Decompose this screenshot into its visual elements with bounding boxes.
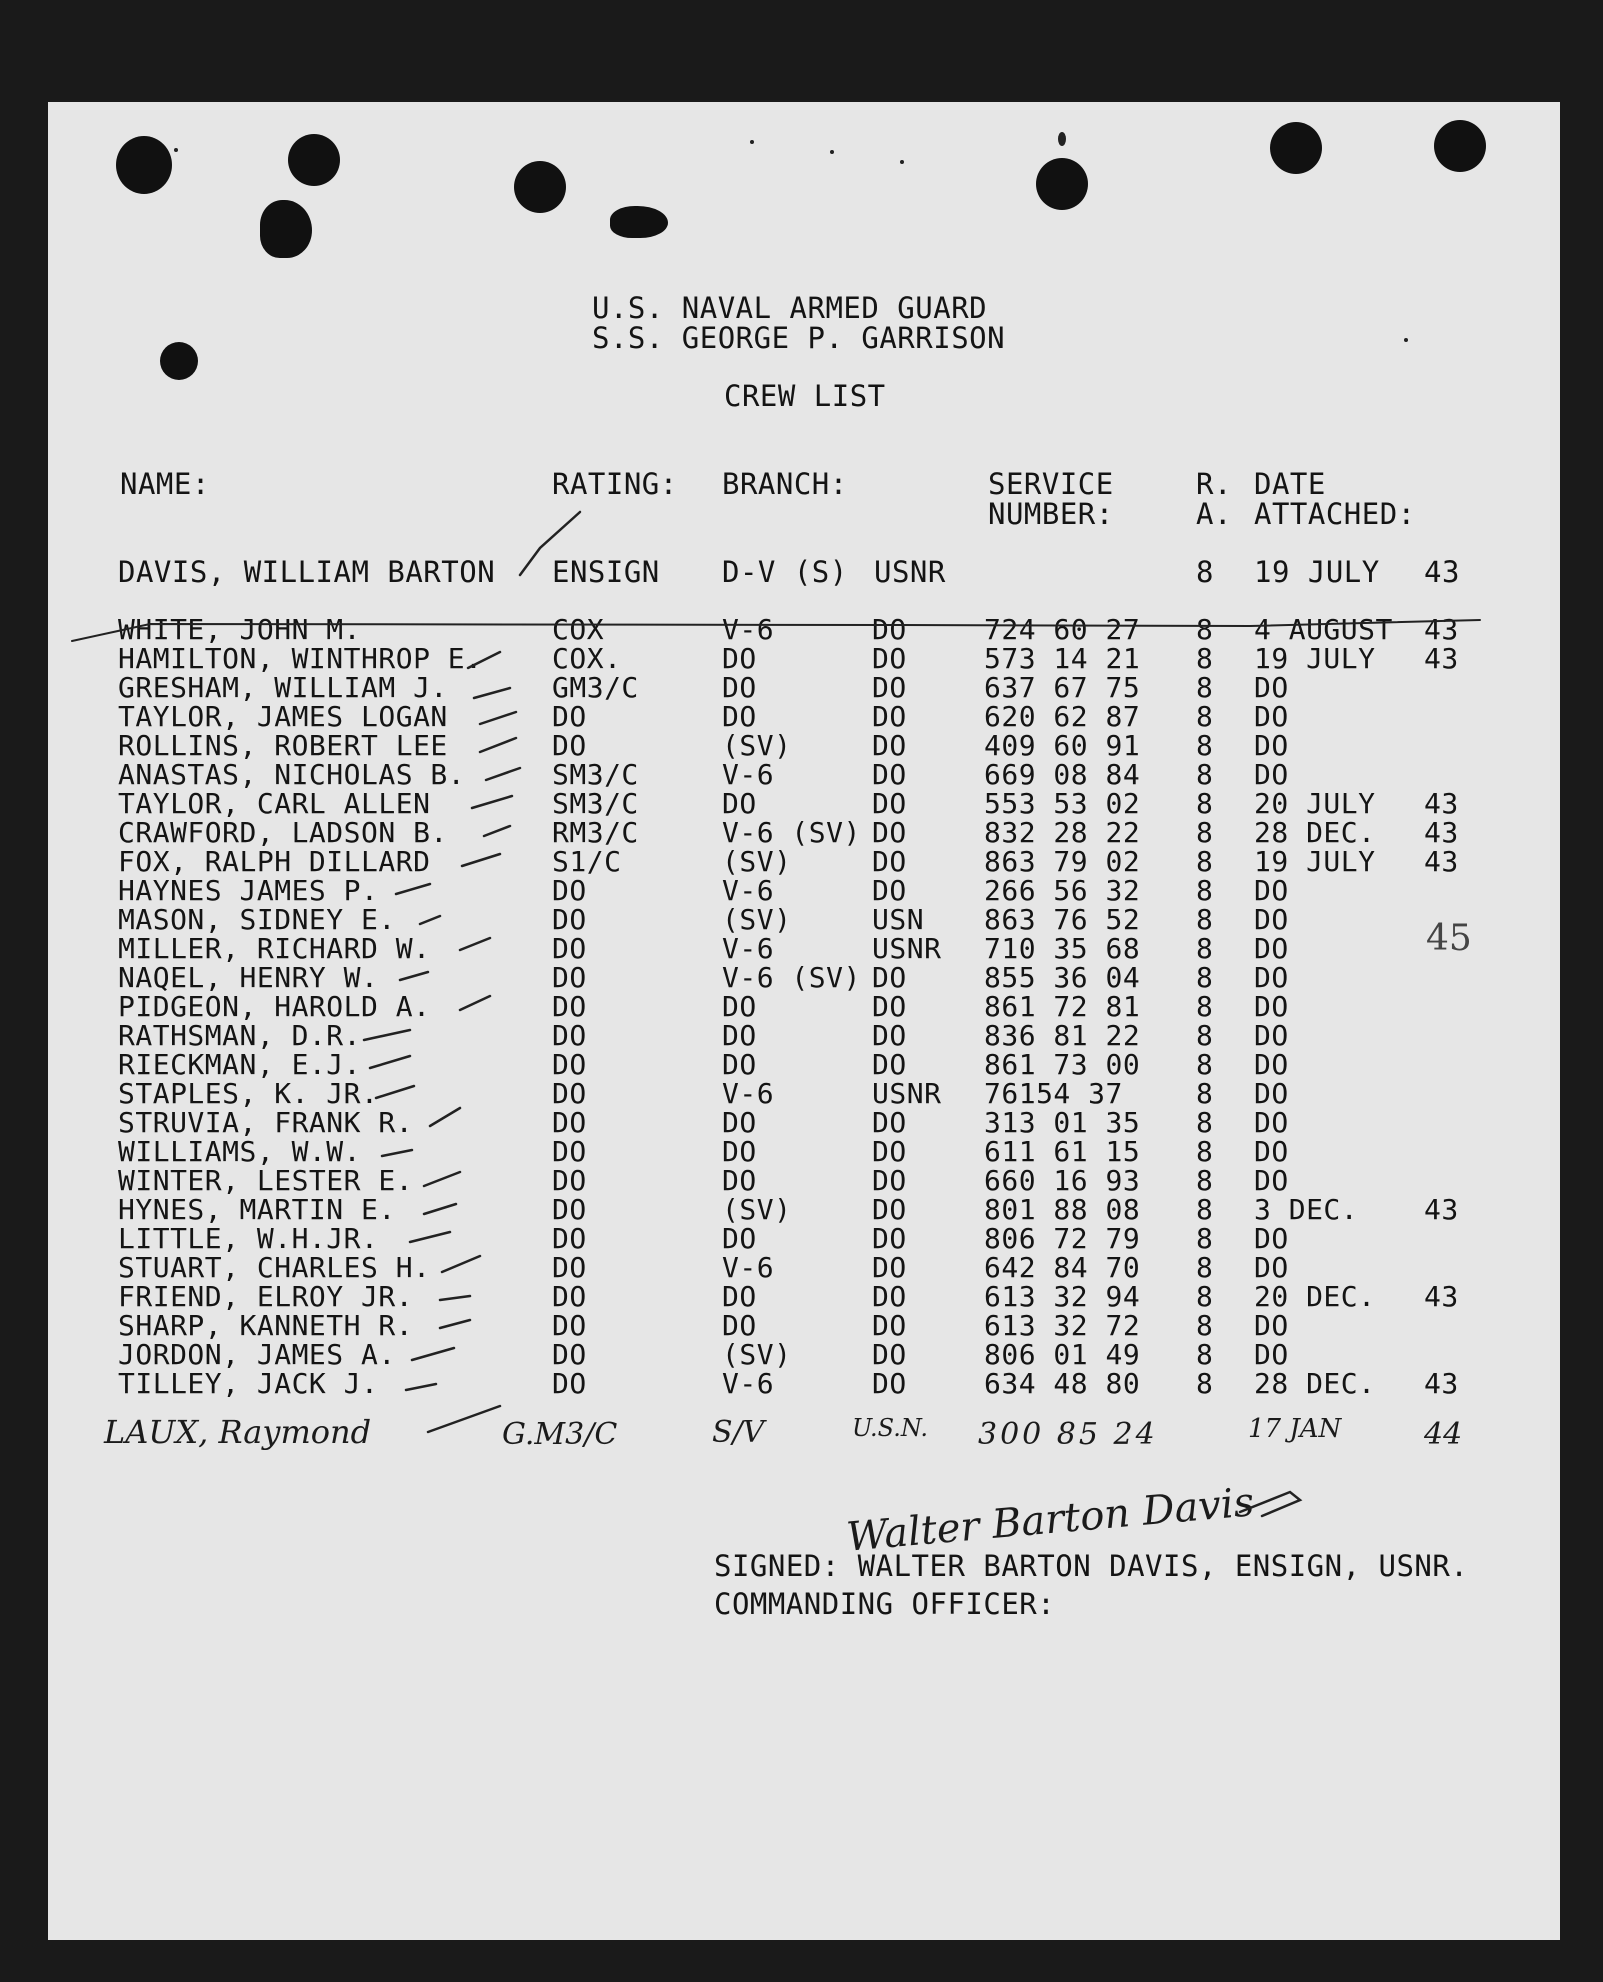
crew-rating: DO <box>552 1164 587 1197</box>
crew-rating: RM3/C <box>552 816 639 849</box>
crew-date-attached: 4 AUGUST <box>1254 613 1393 646</box>
crew-ra: 8 <box>1196 642 1214 675</box>
page-title: CREW LIST <box>724 379 886 413</box>
crew-branch: DO <box>722 1164 757 1197</box>
crew-year: 43 <box>1424 816 1459 849</box>
handwritten-date: 17 JAN <box>1248 1414 1342 1444</box>
col-service-2: NUMBER: <box>988 497 1114 531</box>
officer-branch: D-V (S) <box>722 555 848 589</box>
crew-date-attached: DO <box>1254 1222 1289 1255</box>
col-date-2: ATTACHED: <box>1254 497 1416 531</box>
crew-branch: V-6 <box>722 613 775 646</box>
crew-service-number: 710 35 68 <box>984 932 1141 965</box>
officer-branch2: USNR <box>874 555 946 589</box>
crew-ra: 8 <box>1196 1135 1214 1168</box>
crew-rating: DO <box>552 903 587 936</box>
crew-date-attached: DO <box>1254 729 1289 762</box>
crew-branch: DO <box>722 990 757 1023</box>
crew-service-number: 806 01 49 <box>984 1338 1141 1371</box>
crew-branch: V-6 <box>722 758 775 791</box>
crew-name: JORDON, JAMES A. <box>118 1338 396 1371</box>
crew-date-attached: DO <box>1254 1106 1289 1139</box>
crew-ra: 8 <box>1196 613 1214 646</box>
crew-ra: 8 <box>1196 961 1214 994</box>
crew-branch: DO <box>722 1019 757 1052</box>
crew-date-attached: DO <box>1254 990 1289 1023</box>
crew-branch: V-6 (SV) <box>722 816 861 849</box>
crew-ra: 8 <box>1196 671 1214 704</box>
crew-service-number: 266 56 32 <box>984 874 1141 907</box>
signed-line: SIGNED: WALTER BARTON DAVIS, ENSIGN, USNR. <box>714 1549 1469 1583</box>
crew-ra: 8 <box>1196 1367 1214 1400</box>
crew-date-attached: 20 JULY <box>1254 787 1376 820</box>
crew-branch2: DO <box>872 1338 907 1371</box>
crew-service-number: 573 14 21 <box>984 642 1141 675</box>
crew-service-number: 76154 37 <box>984 1077 1123 1110</box>
commanding-officer-line: COMMANDING OFFICER: <box>714 1587 1056 1621</box>
crew-rating: COX. <box>552 642 622 675</box>
crew-name: MASON, SIDNEY E. <box>118 903 396 936</box>
handwritten-service: 300 85 24 <box>978 1417 1158 1452</box>
crew-ra: 8 <box>1196 903 1214 936</box>
crew-name: WINTER, LESTER E. <box>118 1164 414 1197</box>
crew-branch2: DO <box>872 1367 907 1400</box>
crew-branch2: DO <box>872 874 907 907</box>
crew-date-attached: DO <box>1254 1309 1289 1342</box>
crew-branch2: DO <box>872 1309 907 1342</box>
crew-name: STUART, CHARLES H. <box>118 1251 431 1284</box>
crew-service-number: 863 76 52 <box>984 903 1141 936</box>
crew-branch: DO <box>722 1048 757 1081</box>
crew-ra: 8 <box>1196 1164 1214 1197</box>
crew-name: TILLEY, JACK J. <box>118 1367 379 1400</box>
crew-branch2: DO <box>872 1135 907 1168</box>
crew-name: ROLLINS, ROBERT LEE <box>118 729 448 762</box>
crew-ra: 8 <box>1196 932 1214 965</box>
crew-branch: V-6 <box>722 1251 775 1284</box>
crew-year: 43 <box>1424 613 1459 646</box>
crew-name: MILLER, RICHARD W. <box>118 932 431 965</box>
crew-name: GRESHAM, WILLIAM J. <box>118 671 448 704</box>
crew-rating: DO <box>552 1367 587 1400</box>
crew-rating: S1/C <box>552 845 622 878</box>
crew-service-number: 642 84 70 <box>984 1251 1141 1284</box>
crew-year: 43 <box>1424 845 1459 878</box>
crew-branch: DO <box>722 1106 757 1139</box>
crew-branch2: DO <box>872 758 907 791</box>
crew-name: SHARP, KANNETH R. <box>118 1309 414 1342</box>
crew-service-number: 863 79 02 <box>984 845 1141 878</box>
crew-date-attached: DO <box>1254 1077 1289 1110</box>
crew-service-number: 801 88 08 <box>984 1193 1141 1226</box>
crew-name: TAYLOR, JAMES LOGAN <box>118 700 448 733</box>
crew-date-attached: 3 DEC. <box>1254 1193 1359 1226</box>
crew-date-attached: DO <box>1254 874 1289 907</box>
crew-service-number: 855 36 04 <box>984 961 1141 994</box>
col-service-1: SERVICE <box>988 467 1114 501</box>
crew-date-attached: DO <box>1254 1164 1289 1197</box>
crew-branch2: DO <box>872 671 907 704</box>
crew-ra: 8 <box>1196 787 1214 820</box>
crew-service-number: 620 62 87 <box>984 700 1141 733</box>
crew-name: WILLIAMS, W.W. <box>118 1135 362 1168</box>
crew-rating: DO <box>552 729 587 762</box>
crew-branch: (SV) <box>722 729 792 762</box>
crew-ra: 8 <box>1196 816 1214 849</box>
crew-name: PIDGEON, HAROLD A. <box>118 990 431 1023</box>
crew-ra: 8 <box>1196 700 1214 733</box>
crew-name: HYNES, MARTIN E. <box>118 1193 396 1226</box>
crew-service-number: 613 32 94 <box>984 1280 1141 1313</box>
crew-service-number: 669 08 84 <box>984 758 1141 791</box>
crew-date-attached: DO <box>1254 1338 1289 1371</box>
crew-branch: (SV) <box>722 1193 792 1226</box>
signature-script: Walter Barton Davis <box>844 1479 1256 1561</box>
crew-rating: DO <box>552 1135 587 1168</box>
margin-note: 45 <box>1426 918 1472 959</box>
crew-ra: 8 <box>1196 1193 1214 1226</box>
crew-ra: 8 <box>1196 1251 1214 1284</box>
crew-service-number: 861 73 00 <box>984 1048 1141 1081</box>
crew-ra: 8 <box>1196 1280 1214 1313</box>
crew-rating: DO <box>552 1251 587 1284</box>
crew-branch: (SV) <box>722 903 792 936</box>
handwritten-year: 44 <box>1424 1417 1463 1452</box>
officer-ra: 8 <box>1196 555 1214 589</box>
crew-branch2: DO <box>872 816 907 849</box>
crew-rating: DO <box>552 1338 587 1371</box>
crew-branch2: DO <box>872 1251 907 1284</box>
header-line-2: S.S. GEORGE P. GARRISON <box>592 321 1006 355</box>
crew-rating: DO <box>552 874 587 907</box>
crew-name: FOX, RALPH DILLARD <box>118 845 431 878</box>
crew-ra: 8 <box>1196 1309 1214 1342</box>
crew-rating: DO <box>552 700 587 733</box>
crew-ra: 8 <box>1196 758 1214 791</box>
crew-branch2: USNR <box>872 932 942 965</box>
crew-branch: V-6 <box>722 1367 775 1400</box>
crew-date-attached: DO <box>1254 932 1289 965</box>
crew-branch2: DO <box>872 1019 907 1052</box>
handwritten-branch: S/V <box>712 1415 765 1450</box>
crew-branch: (SV) <box>722 1338 792 1371</box>
officer-name: DAVIS, WILLIAM BARTON <box>118 555 496 589</box>
crew-branch2: DO <box>872 1222 907 1255</box>
crew-service-number: 409 60 91 <box>984 729 1141 762</box>
crew-date-attached: 19 JULY <box>1254 845 1376 878</box>
crew-branch: DO <box>722 671 757 704</box>
crew-rating: DO <box>552 1048 587 1081</box>
crew-branch2: DO <box>872 787 907 820</box>
crew-rating: DO <box>552 1106 587 1139</box>
crew-branch2: DO <box>872 1280 907 1313</box>
crew-branch2: DO <box>872 1106 907 1139</box>
col-branch: BRANCH: <box>722 467 848 501</box>
crew-year: 43 <box>1424 1367 1459 1400</box>
crew-branch2: DO <box>872 845 907 878</box>
crew-service-number: 313 01 35 <box>984 1106 1141 1139</box>
handwritten-rating: G.M3/C <box>502 1417 618 1452</box>
crew-branch2: USNR <box>872 1077 942 1110</box>
crew-year: 43 <box>1424 1193 1459 1226</box>
crew-branch2: DO <box>872 1164 907 1197</box>
crew-date-attached: DO <box>1254 700 1289 733</box>
crew-rating: DO <box>552 961 587 994</box>
officer-rating: ENSIGN <box>552 555 660 589</box>
crew-branch2: DO <box>872 613 907 646</box>
crew-branch: DO <box>722 700 757 733</box>
crew-branch2: DO <box>872 990 907 1023</box>
crew-rating: DO <box>552 1019 587 1052</box>
crew-rating: GM3/C <box>552 671 639 704</box>
crew-rating: SM3/C <box>552 758 639 791</box>
crew-rating: SM3/C <box>552 787 639 820</box>
crew-name: FRIEND, ELROY JR. <box>118 1280 414 1313</box>
crew-rating: COX <box>552 613 605 646</box>
crew-date-attached: DO <box>1254 1251 1289 1284</box>
crew-branch: V-6 (SV) <box>722 961 861 994</box>
crew-service-number: 553 53 02 <box>984 787 1141 820</box>
crew-ra: 8 <box>1196 1222 1214 1255</box>
crew-service-number: 613 32 72 <box>984 1309 1141 1342</box>
crew-name: LITTLE, W.H.JR. <box>118 1222 379 1255</box>
crew-name: TAYLOR, CARL ALLEN <box>118 787 431 820</box>
crew-name: RIECKMAN, E.J. <box>118 1048 362 1081</box>
crew-service-number: 637 67 75 <box>984 671 1141 704</box>
crew-date-attached: DO <box>1254 1048 1289 1081</box>
crew-date-attached: 28 DEC. <box>1254 1367 1376 1400</box>
crew-branch: DO <box>722 1280 757 1313</box>
crew-branch2: DO <box>872 961 907 994</box>
crew-date-attached: DO <box>1254 1135 1289 1168</box>
crew-ra: 8 <box>1196 729 1214 762</box>
crew-rating: DO <box>552 1280 587 1313</box>
crew-rating: DO <box>552 1193 587 1226</box>
crew-branch: V-6 <box>722 1077 775 1110</box>
crew-name: STRUVIA, FRANK R. <box>118 1106 414 1139</box>
crew-branch2: DO <box>872 642 907 675</box>
crew-service-number: 634 48 80 <box>984 1367 1141 1400</box>
crew-service-number: 724 60 27 <box>984 613 1141 646</box>
crew-date-attached: DO <box>1254 1019 1289 1052</box>
crew-year: 43 <box>1424 642 1459 675</box>
crew-branch: (SV) <box>722 845 792 878</box>
crew-ra: 8 <box>1196 845 1214 878</box>
crew-name: HAMILTON, WINTHROP E. <box>118 642 483 675</box>
crew-ra: 8 <box>1196 1106 1214 1139</box>
crew-branch2: DO <box>872 1048 907 1081</box>
crew-year: 43 <box>1424 787 1459 820</box>
header-line-1: U.S. NAVAL ARMED GUARD <box>592 291 988 325</box>
crew-service-number: 660 16 93 <box>984 1164 1141 1197</box>
crew-branch: DO <box>722 642 757 675</box>
col-name: NAME: <box>120 467 210 501</box>
crew-name: RATHSMAN, D.R. <box>118 1019 362 1052</box>
crew-rating: DO <box>552 990 587 1023</box>
crew-year: 43 <box>1424 1280 1459 1313</box>
crew-date-attached: DO <box>1254 903 1289 936</box>
crew-branch: DO <box>722 1135 757 1168</box>
officer-year: 43 <box>1424 555 1460 589</box>
crew-branch: DO <box>722 1309 757 1342</box>
col-date-1: DATE <box>1254 467 1326 501</box>
crew-ra: 8 <box>1196 1077 1214 1110</box>
crew-branch2: DO <box>872 729 907 762</box>
crew-rating: DO <box>552 1222 587 1255</box>
crew-service-number: 861 72 81 <box>984 990 1141 1023</box>
crew-rating: DO <box>552 1309 587 1342</box>
crew-branch2: USN <box>872 903 925 936</box>
crew-date-attached: 19 JULY <box>1254 642 1376 675</box>
crew-ra: 8 <box>1196 874 1214 907</box>
crew-ra: 8 <box>1196 1019 1214 1052</box>
crew-name: WHITE, JOHN M. <box>118 613 362 646</box>
crew-date-attached: DO <box>1254 671 1289 704</box>
crew-date-attached: 20 DEC. <box>1254 1280 1376 1313</box>
crew-branch: DO <box>722 1222 757 1255</box>
col-ra-2: A. <box>1196 497 1232 531</box>
handwritten-branch2: U.S.N. <box>852 1414 928 1442</box>
crew-name: NAQEL, HENRY W. <box>118 961 379 994</box>
col-ra-1: R. <box>1196 467 1232 501</box>
crew-service-number: 806 72 79 <box>984 1222 1141 1255</box>
handwritten-name: LAUX, Raymond <box>104 1413 372 1451</box>
crew-ra: 8 <box>1196 1338 1214 1371</box>
crew-rating: DO <box>552 932 587 965</box>
crew-name: CRAWFORD, LADSON B. <box>118 816 448 849</box>
crew-rating: DO <box>552 1077 587 1110</box>
crew-ra: 8 <box>1196 1048 1214 1081</box>
col-rating: RATING: <box>552 467 678 501</box>
crew-name: HAYNES JAMES P. <box>118 874 379 907</box>
crew-name: STAPLES, K. JR. <box>118 1077 379 1110</box>
crew-branch: DO <box>722 787 757 820</box>
crew-date-attached: DO <box>1254 758 1289 791</box>
crew-service-number: 611 61 15 <box>984 1135 1141 1168</box>
crew-ra: 8 <box>1196 990 1214 1023</box>
crew-branch2: DO <box>872 1193 907 1226</box>
crew-branch2: DO <box>872 700 907 733</box>
crew-service-number: 832 28 22 <box>984 816 1141 849</box>
crew-date-attached: DO <box>1254 961 1289 994</box>
crew-service-number: 836 81 22 <box>984 1019 1141 1052</box>
crew-branch: V-6 <box>722 874 775 907</box>
officer-date: 19 JULY <box>1254 555 1380 589</box>
crew-branch: V-6 <box>722 932 775 965</box>
crew-name: ANASTAS, NICHOLAS B. <box>118 758 466 791</box>
crew-date-attached: 28 DEC. <box>1254 816 1376 849</box>
